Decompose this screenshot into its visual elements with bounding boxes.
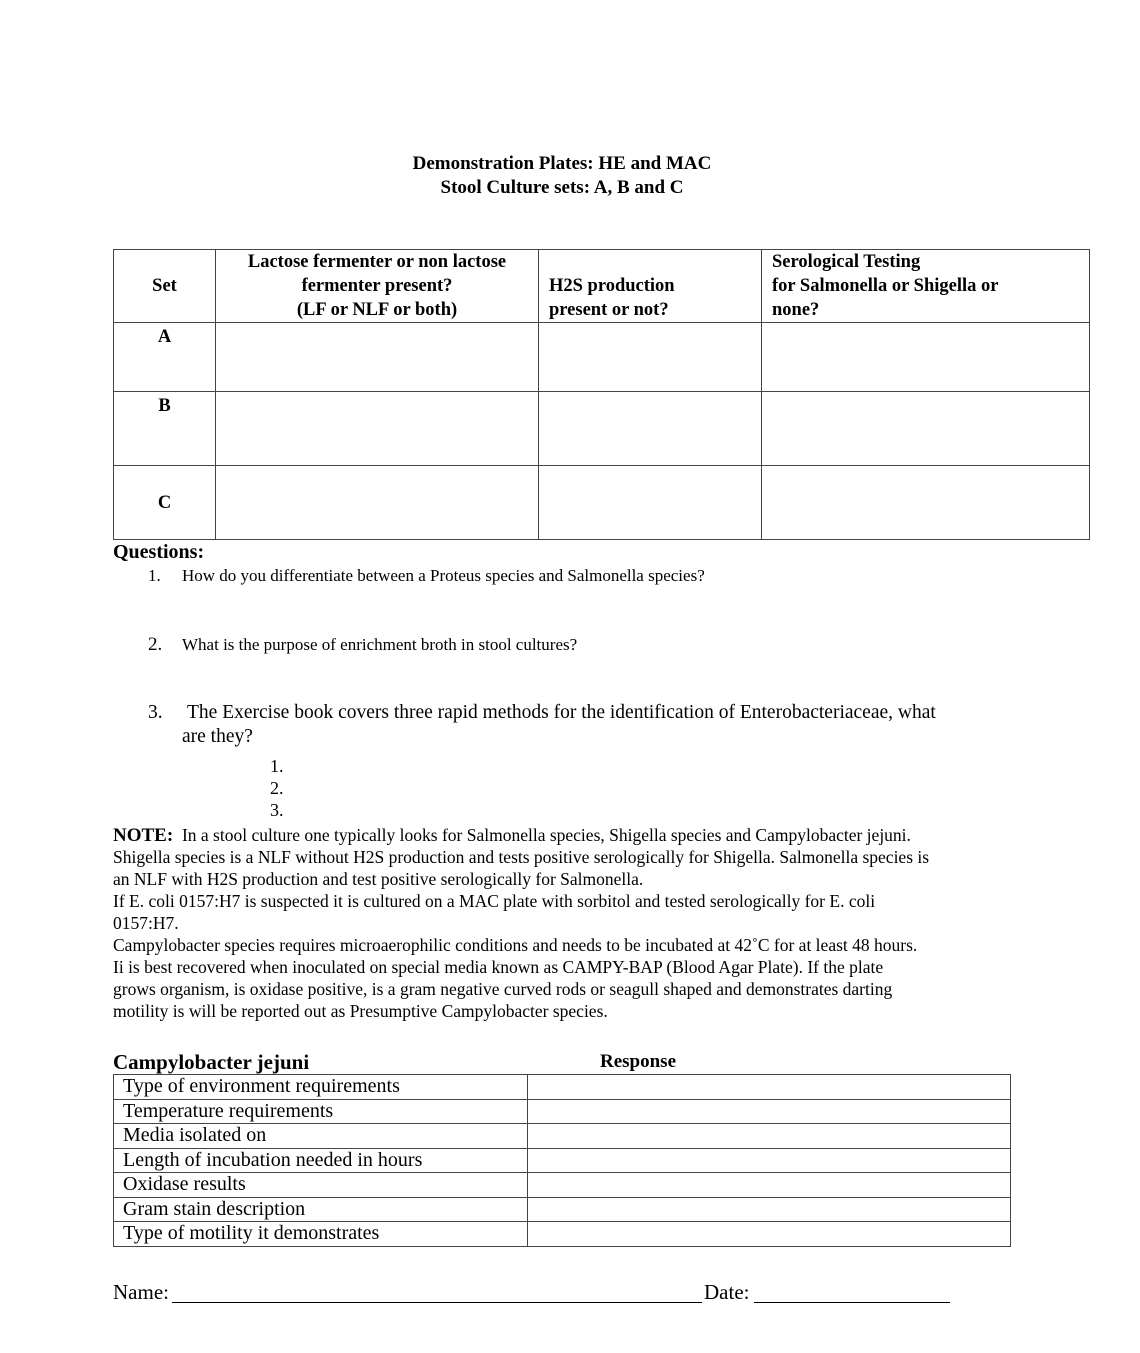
table-row [114, 1197, 1011, 1222]
header-set: Set [114, 250, 216, 323]
table-header-row [114, 250, 1090, 323]
table-row [114, 1222, 1011, 1247]
response-cell[interactable] [528, 1197, 1011, 1222]
answer-cell[interactable] [216, 392, 539, 466]
question-2: What is the purpose of enrichment broth in stool cultures? [182, 635, 578, 654]
set-label: C [114, 466, 216, 540]
response-cell[interactable] [528, 1124, 1011, 1149]
header-line: fermenter present? [301, 276, 453, 296]
questions-heading: Questions: [113, 541, 205, 563]
campylobacter-table [113, 1074, 1011, 1247]
row-label: Length of incubation needed in hours [114, 1148, 528, 1173]
header-line: none? [772, 300, 820, 320]
answer-cell[interactable] [539, 323, 762, 392]
response-cell[interactable] [528, 1099, 1011, 1124]
row-label: Type of environment requirements [114, 1075, 528, 1100]
response-cell[interactable] [528, 1148, 1011, 1173]
header-line: Serological Testing [772, 252, 921, 272]
question-3-cont: are they? [182, 726, 253, 747]
set-label: B [114, 392, 216, 466]
header-line: Lactose fermenter or non lactose [247, 252, 507, 272]
answer-cell[interactable] [216, 466, 539, 540]
question-1: How do you differentiate between a Proteus species and Salmonella species? [182, 566, 705, 585]
note-line: Campylobacter species requires microaerophilic conditions and needs to be incubated at 42˚C for at least 48 hours. [113, 935, 918, 955]
response-heading: Response [600, 1051, 677, 1072]
table-row [114, 1124, 1011, 1149]
set-label: A [114, 323, 216, 392]
row-label: Oxidase results [114, 1173, 528, 1198]
table-row [114, 1148, 1011, 1173]
answer-line-1: 1. [270, 756, 284, 776]
answer-cell[interactable] [539, 466, 762, 540]
header-line: H2S production [549, 276, 675, 296]
question-3-number: 3. [148, 702, 163, 723]
note-line: motility is will be reported out as Presumptive Campylobacter species. [113, 1001, 608, 1021]
answer-cell[interactable] [762, 466, 1090, 540]
note-line: an NLF with H2S production and test positive serologically for Salmonella. [113, 869, 644, 889]
note-line: 0157:H7. [113, 913, 179, 933]
title-line-1: Demonstration Plates: HE and MAC [412, 153, 712, 174]
name-field[interactable] [172, 1302, 702, 1303]
note-line: Ii is best recovered when inoculated on special media known as CAMPY-BAP (Blood Agar Plate). If the plate [113, 957, 884, 977]
table-row [114, 1099, 1011, 1124]
response-cell[interactable] [528, 1075, 1011, 1100]
header-line: present or not? [549, 300, 669, 320]
row-label: Temperature requirements [114, 1099, 528, 1124]
campy-heading: Campylobacter jejuni [113, 1050, 310, 1074]
table-row [114, 466, 1090, 540]
table-row [114, 1075, 1011, 1100]
table-row [114, 1173, 1011, 1198]
note-line: If E. coli 0157:H7 is suspected it is cultured on a MAC plate with sorbitol and tested serologically for E. coli [113, 891, 876, 911]
answer-cell[interactable] [216, 323, 539, 392]
answer-line-3: 3. [270, 800, 284, 820]
table-row [114, 392, 1090, 466]
header-serology [762, 250, 1090, 323]
title-line-2: Stool Culture sets: A, B and C [440, 177, 684, 198]
header-line: (LF or NLF or both) [296, 300, 458, 320]
note-line: Shigella species is a NLF without H2S production and tests positive serologically for Shigella. Salmonella species is [113, 847, 930, 867]
row-label: Media isolated on [114, 1124, 528, 1149]
results-table [113, 249, 1090, 540]
date-field[interactable] [754, 1302, 950, 1303]
answer-cell[interactable] [539, 392, 762, 466]
table-row [114, 323, 1090, 392]
header-lactose [216, 250, 539, 323]
question-1-number: 1. [148, 566, 161, 585]
note-text: In a stool culture one typically looks for Salmonella species, Shigella species and Campylobacter jejuni. [181, 825, 911, 845]
date-label: Date: [704, 1280, 750, 1304]
note-line [113, 825, 911, 847]
answer-line-2: 2. [270, 778, 284, 798]
header-h2s [539, 250, 762, 323]
note-label: NOTE: [113, 825, 174, 846]
answer-cell[interactable] [762, 392, 1090, 466]
response-cell[interactable] [528, 1222, 1011, 1247]
row-label: Gram stain description [114, 1197, 528, 1222]
name-label: Name: [113, 1280, 169, 1304]
row-label: Type of motility it demonstrates [114, 1222, 528, 1247]
answer-cell[interactable] [762, 323, 1090, 392]
note-line: grows organism, is oxidase positive, is a gram negative curved rods or seagull shaped and demonstrates darting [113, 979, 893, 999]
question-2-number: 2. [148, 634, 163, 655]
header-line: for Salmonella or Shigella or [772, 276, 999, 296]
question-3: The Exercise book covers three rapid methods for the identification of Enterobacteriaceae, what [187, 702, 936, 723]
response-cell[interactable] [528, 1173, 1011, 1198]
